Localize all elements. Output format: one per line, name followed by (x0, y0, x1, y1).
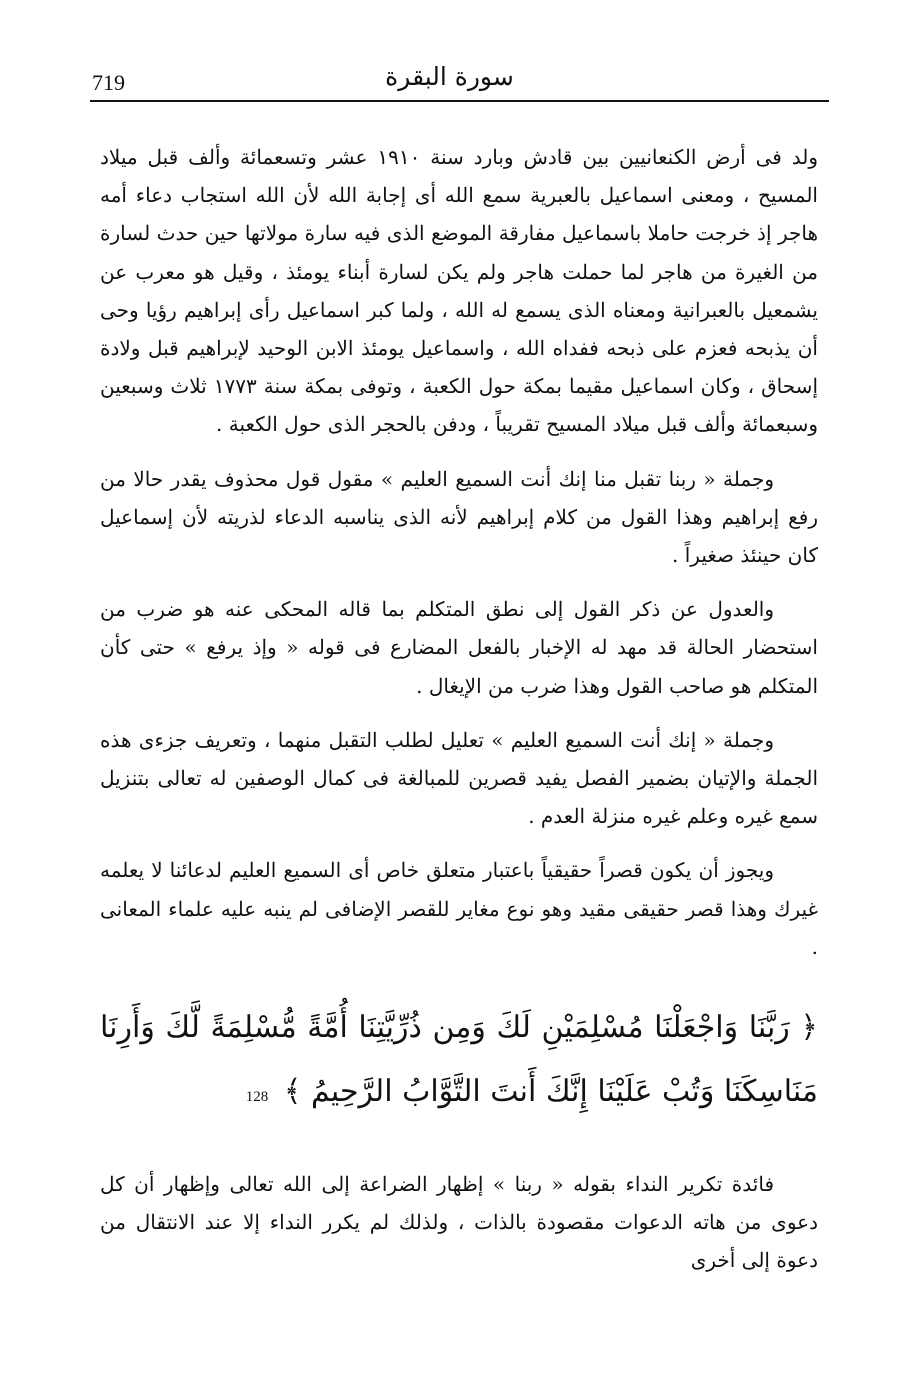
paragraph-ismail: ولد فى أرض الكنعانيين بين قادش وبارد سنة ١٩١٠ عشر وتسعمائة وألف قبل ميلاد المسيح ، ومعنى اسماعيل بالعبرية سمع الله أى إجابة الله لأن الله استجاب دعاء أمه هاجر إذ خرجت حاملا باسماعيل مفارقة الموضع الذى فيه سارة مولاتها حين حدث لسارة من الغيرة من هاجر لما حملت هاجر ولم يكن لسارة أبناء يومئذ ، وقيل هو معرب عن يشمعيل بالعبرانية ومعناه الذى يسمع له الله ، ولما كبر اسماعيل رأى إبراهيم رؤيا وحى أن يذبحه فعزم على ذبحه ففداه الله ، واسماعيل يومئذ الابن الوحيد لإبراهيم قبل ولادة إسحاق ، وكان اسماعيل مقيما بمكة حول الكعبة ، وتوفى بمكة سنة ١٧٧٣ ثلاث وسبعين وسبعمائة وألف قبل ميلاد المسيح تقريباً ، ودفن بالحجر الذى حول الكعبة . (100, 145, 819, 437)
running-title: سورة البقرة (385, 62, 514, 91)
paragraph-qasr-haqiqi: ويجوز أن يكون قصراً حقيقياً باعتبار متعلق خاص أى السميع العليم لدعائنا لا يعلمه غيرك وهذا قصر حقيقى مقيد وهو نوع مغاير للقصر الإضافى لم ينبه عليه علماء المعانى . (100, 858, 818, 959)
verse-text: ﴿ رَبَّنَا وَاجْعَلْنَا مُسْلِمَيْنِ لَكَ وَمِن ذُرِّيَّتِنَا أُمَّةً مُّسْلِمَةً لَّكَ وَأَرِنَا مَنَاسِكَنَا وَتُبْ عَلَيْنَا إِنَّكَ أَنتَ التَّوَّابُ الرَّحِيمُ ﴾ (100, 1010, 818, 1110)
page-body (100, 138, 818, 1296)
paragraph-nida: فائدة تكرير النداء بقوله « ربنا » إظهار الضراعة إلى الله تعالى وإظهار أن كل دعوى من هاته الدعوات مقصودة بالذات ، ولذلك لم يكرر النداء إلا عند الانتقال من دعوة إلى أخرى (100, 1172, 818, 1273)
paragraph-iltifat: والعدول عن ذكر القول إلى نطق المتكلم بما قاله المحكى عنه هو ضرب من استحضار الحالة قد مهد له الإخبار بالفعل المضارع فى قوله « وإذ يرفع » حتى كأن المتكلم هو صاحب القول وهذا ضرب من الإيغال . (100, 597, 818, 698)
paragraph-dua-quote: وجملة « ربنا تقبل منا إنك أنت السميع العليم » مقول قول محذوف يقدر حالا من رفع إبراهيم وهذا القول من كلام إبراهيم لأنه الذى يناسبه الدعاء لذريته لأن إسماعيل كان حينئذ صغيراً . (100, 466, 818, 568)
paragraph-qasr: وجملة « إنك أنت السميع العليم » تعليل لطلب التقبل منهما ، وتعريف جزءى هذه الجملة والإتيان بضمير الفصل يفيد قصرين للمبالغة فى كمال الوصفين له تعالى بتنزيل سمع غيره وعلم غيره منزلة العدم . (100, 727, 818, 829)
quran-verse (100, 996, 818, 1129)
verse-number: 128 (245, 1089, 269, 1106)
header-rule (90, 100, 829, 102)
page-number: 719 (92, 70, 125, 95)
